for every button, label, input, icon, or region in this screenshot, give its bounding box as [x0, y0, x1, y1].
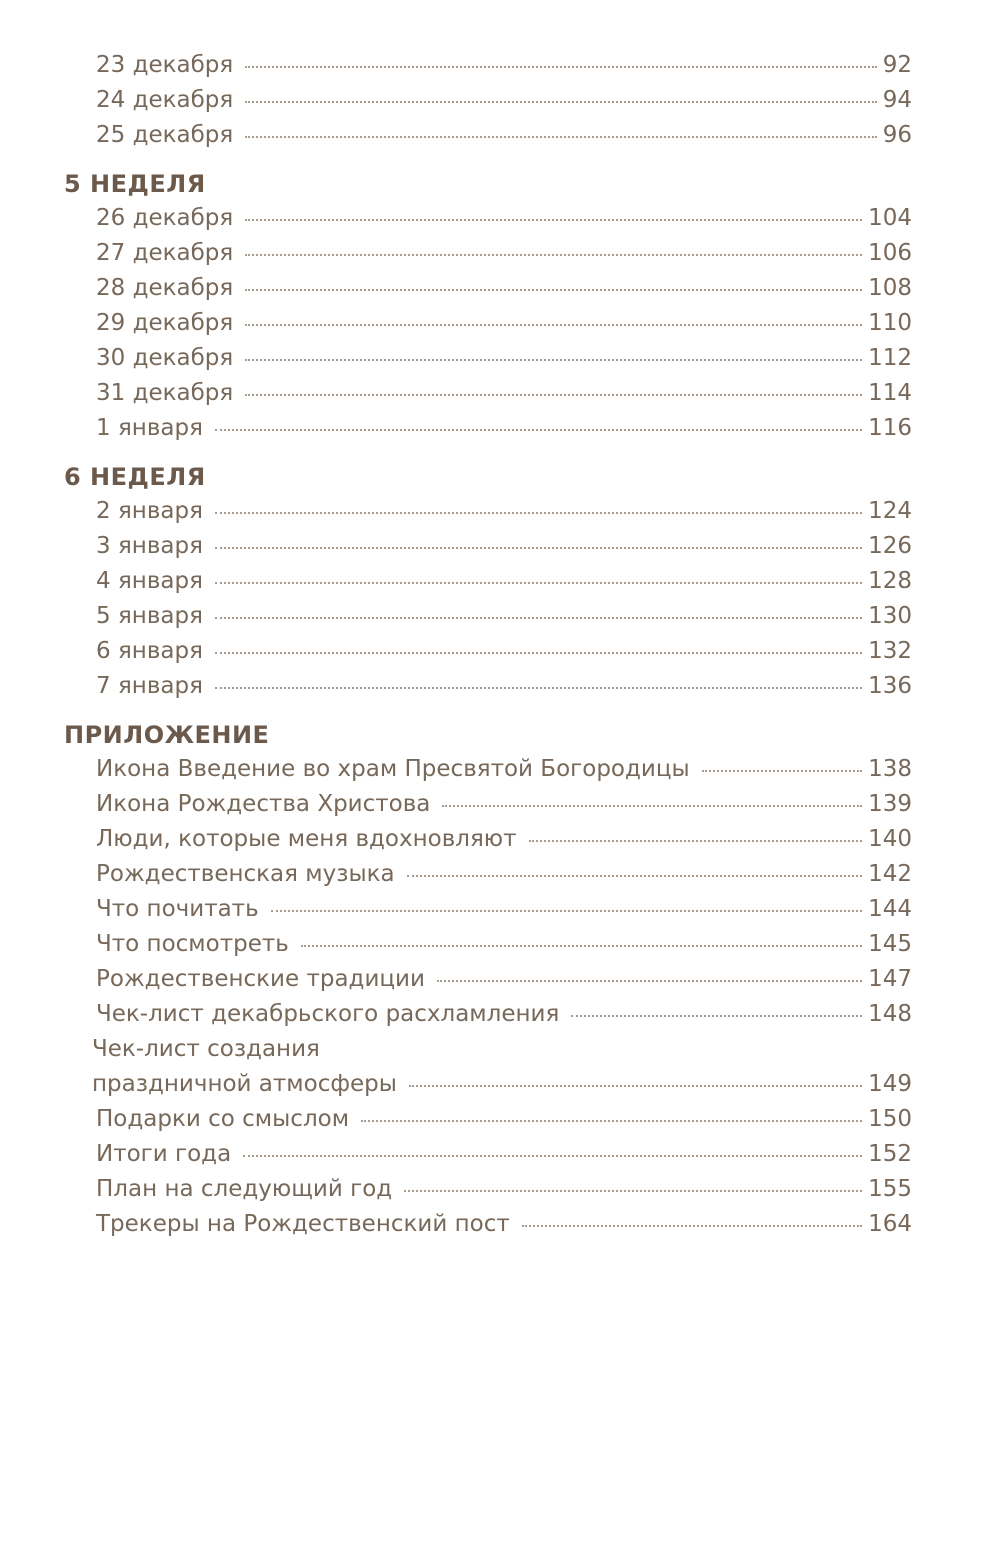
dot-leader [437, 980, 862, 982]
toc-entry-page: 116 [868, 415, 912, 441]
toc-entry-page: 128 [868, 568, 912, 594]
toc-entry [96, 787, 912, 822]
toc-entry-label: Что посмотреть [96, 931, 289, 957]
dot-leader [245, 394, 862, 396]
section-gap [0, 446, 985, 460]
toc-entry [96, 118, 912, 153]
dot-leader [245, 66, 876, 68]
toc-entry [96, 1172, 912, 1207]
dot-leader [215, 582, 862, 584]
toc-entry [96, 411, 912, 446]
dot-leader [245, 101, 876, 103]
toc-entry-page: 108 [868, 275, 912, 301]
dot-leader [215, 687, 862, 689]
toc-entry-label: Рождественские традиции [96, 966, 425, 992]
toc-entry-label: 26 декабря [96, 205, 234, 231]
dot-leader [571, 1015, 862, 1017]
toc-entry [96, 822, 912, 857]
section-gap [0, 704, 985, 718]
toc-entry-label-line2: праздничной атмосферы [92, 1071, 397, 1097]
toc-entry [96, 494, 912, 529]
toc-entry-page: 152 [868, 1141, 912, 1167]
toc-entry [96, 48, 912, 83]
dot-leader [245, 359, 862, 361]
toc-entry-label: 1 января [96, 415, 203, 441]
toc-entry-page: 138 [868, 756, 912, 782]
toc-entry [96, 376, 912, 411]
toc-entry [96, 997, 912, 1032]
toc-entry-label: 4 января [96, 568, 203, 594]
toc-entry-page: 145 [868, 931, 912, 957]
section-heading: ПРИЛОЖЕНИЕ [64, 721, 270, 749]
toc-entry-label: 31 декабря [96, 380, 234, 406]
toc-entry-page: 144 [868, 896, 912, 922]
toc-entry-label: План на следующий год [96, 1176, 393, 1202]
toc-entry-label: 29 декабря [96, 310, 234, 336]
toc-entry-page: 94 [882, 87, 912, 113]
toc-entry-page: 149 [868, 1071, 912, 1097]
toc-entry-label: Икона Рождества Христова [96, 791, 431, 817]
toc-entry-label: 27 декабря [96, 240, 234, 266]
toc-entry-label: 2 января [96, 498, 203, 524]
toc-entry-label: 7 января [96, 673, 203, 699]
dot-leader [245, 289, 862, 291]
toc-entry-page: 114 [868, 380, 912, 406]
toc-entry [96, 599, 912, 634]
toc-entry [96, 752, 912, 787]
toc-entry [96, 892, 912, 927]
toc-section-week5 [0, 167, 985, 446]
toc-entry-page: 112 [868, 345, 912, 371]
toc-entry-page: 164 [868, 1211, 912, 1237]
toc-entry [96, 83, 912, 118]
toc-entry-label: 5 января [96, 603, 203, 629]
dot-leader [245, 254, 862, 256]
dot-leader [271, 910, 862, 912]
section-gap [0, 153, 985, 167]
toc-entry-label: 30 декабря [96, 345, 234, 371]
toc-entry-page: 142 [868, 861, 912, 887]
toc-entry-label: Трекеры на Рождественский пост [96, 1211, 510, 1237]
toc-entry [96, 927, 912, 962]
dot-leader [409, 1085, 862, 1087]
dot-leader [702, 770, 862, 772]
toc-entry-page: 155 [868, 1176, 912, 1202]
toc-entry [96, 236, 912, 271]
dot-leader [215, 652, 862, 654]
dot-leader [529, 840, 863, 842]
toc-section-continued [0, 48, 985, 153]
toc-entry-label: 28 декабря [96, 275, 234, 301]
toc-entry-page: 150 [868, 1106, 912, 1132]
dot-leader [245, 136, 876, 138]
toc-entry [96, 634, 912, 669]
toc-entry [96, 564, 912, 599]
toc-entry [96, 1137, 912, 1172]
toc-entry-label: Что почитать [96, 896, 259, 922]
toc-entry [96, 201, 912, 236]
dot-leader [245, 219, 862, 221]
toc-entry-label: Икона Введение во храм Пресвятой Богородицы [96, 756, 690, 782]
toc-entry-page: 96 [882, 122, 912, 148]
dot-leader [243, 1155, 862, 1157]
toc-entry-page: 130 [868, 603, 912, 629]
section-heading: 5 НЕДЕЛЯ [64, 170, 206, 198]
toc-entry-page: 140 [868, 826, 912, 852]
toc-entry-page: 126 [868, 533, 912, 559]
toc-entry-label: Подарки со смыслом [96, 1106, 350, 1132]
dot-leader [245, 324, 862, 326]
dot-leader [407, 875, 862, 877]
toc-entry-page: 136 [868, 673, 912, 699]
toc-entry-label: Рождественская музыка [96, 861, 395, 887]
toc-entry-label: Чек-лист декабрьского расхламления [96, 1001, 560, 1027]
dot-leader [215, 512, 862, 514]
toc-entry [96, 341, 912, 376]
dot-leader [361, 1120, 862, 1122]
toc-entry-multiline [92, 1032, 912, 1102]
toc-entry-page: 92 [882, 52, 912, 78]
toc-entry-page: 106 [868, 240, 912, 266]
toc-entry-label: 23 декабря [96, 52, 234, 78]
toc-entry-label: Люди, которые меня вдохновляют [96, 826, 517, 852]
toc-entry [96, 306, 912, 341]
toc-entry-page: 104 [868, 205, 912, 231]
toc-entry [96, 529, 912, 564]
toc-entry-label: Итоги года [96, 1141, 232, 1167]
toc-entry-label: 24 декабря [96, 87, 234, 113]
toc-entry-page: 148 [868, 1001, 912, 1027]
dot-leader [442, 805, 862, 807]
toc-entry [96, 1102, 912, 1137]
toc-entry [96, 1207, 912, 1242]
toc-entry-page: 132 [868, 638, 912, 664]
toc-entry-label: 6 января [96, 638, 203, 664]
dot-leader [522, 1225, 862, 1227]
toc-section-week6 [0, 460, 985, 704]
section-heading: 6 НЕДЕЛЯ [64, 463, 206, 491]
toc-entry-label: 25 декабря [96, 122, 234, 148]
toc-entry [96, 271, 912, 306]
toc-section-appendix [0, 718, 985, 1242]
dot-leader [215, 617, 862, 619]
toc-entry-label-line1: Чек-лист создания [92, 1036, 320, 1062]
dot-leader [215, 547, 862, 549]
toc-entry [96, 962, 912, 997]
toc-entry-label: 3 января [96, 533, 203, 559]
toc-entry [96, 857, 912, 892]
toc-entry-page: 147 [868, 966, 912, 992]
dot-leader [301, 945, 862, 947]
toc-entry-line2 [92, 1067, 912, 1102]
toc-entry-page: 124 [868, 498, 912, 524]
toc-entry-page: 139 [868, 791, 912, 817]
dot-leader [404, 1190, 862, 1192]
dot-leader [215, 429, 862, 431]
toc-entry-page: 110 [868, 310, 912, 336]
toc-entry [96, 669, 912, 704]
